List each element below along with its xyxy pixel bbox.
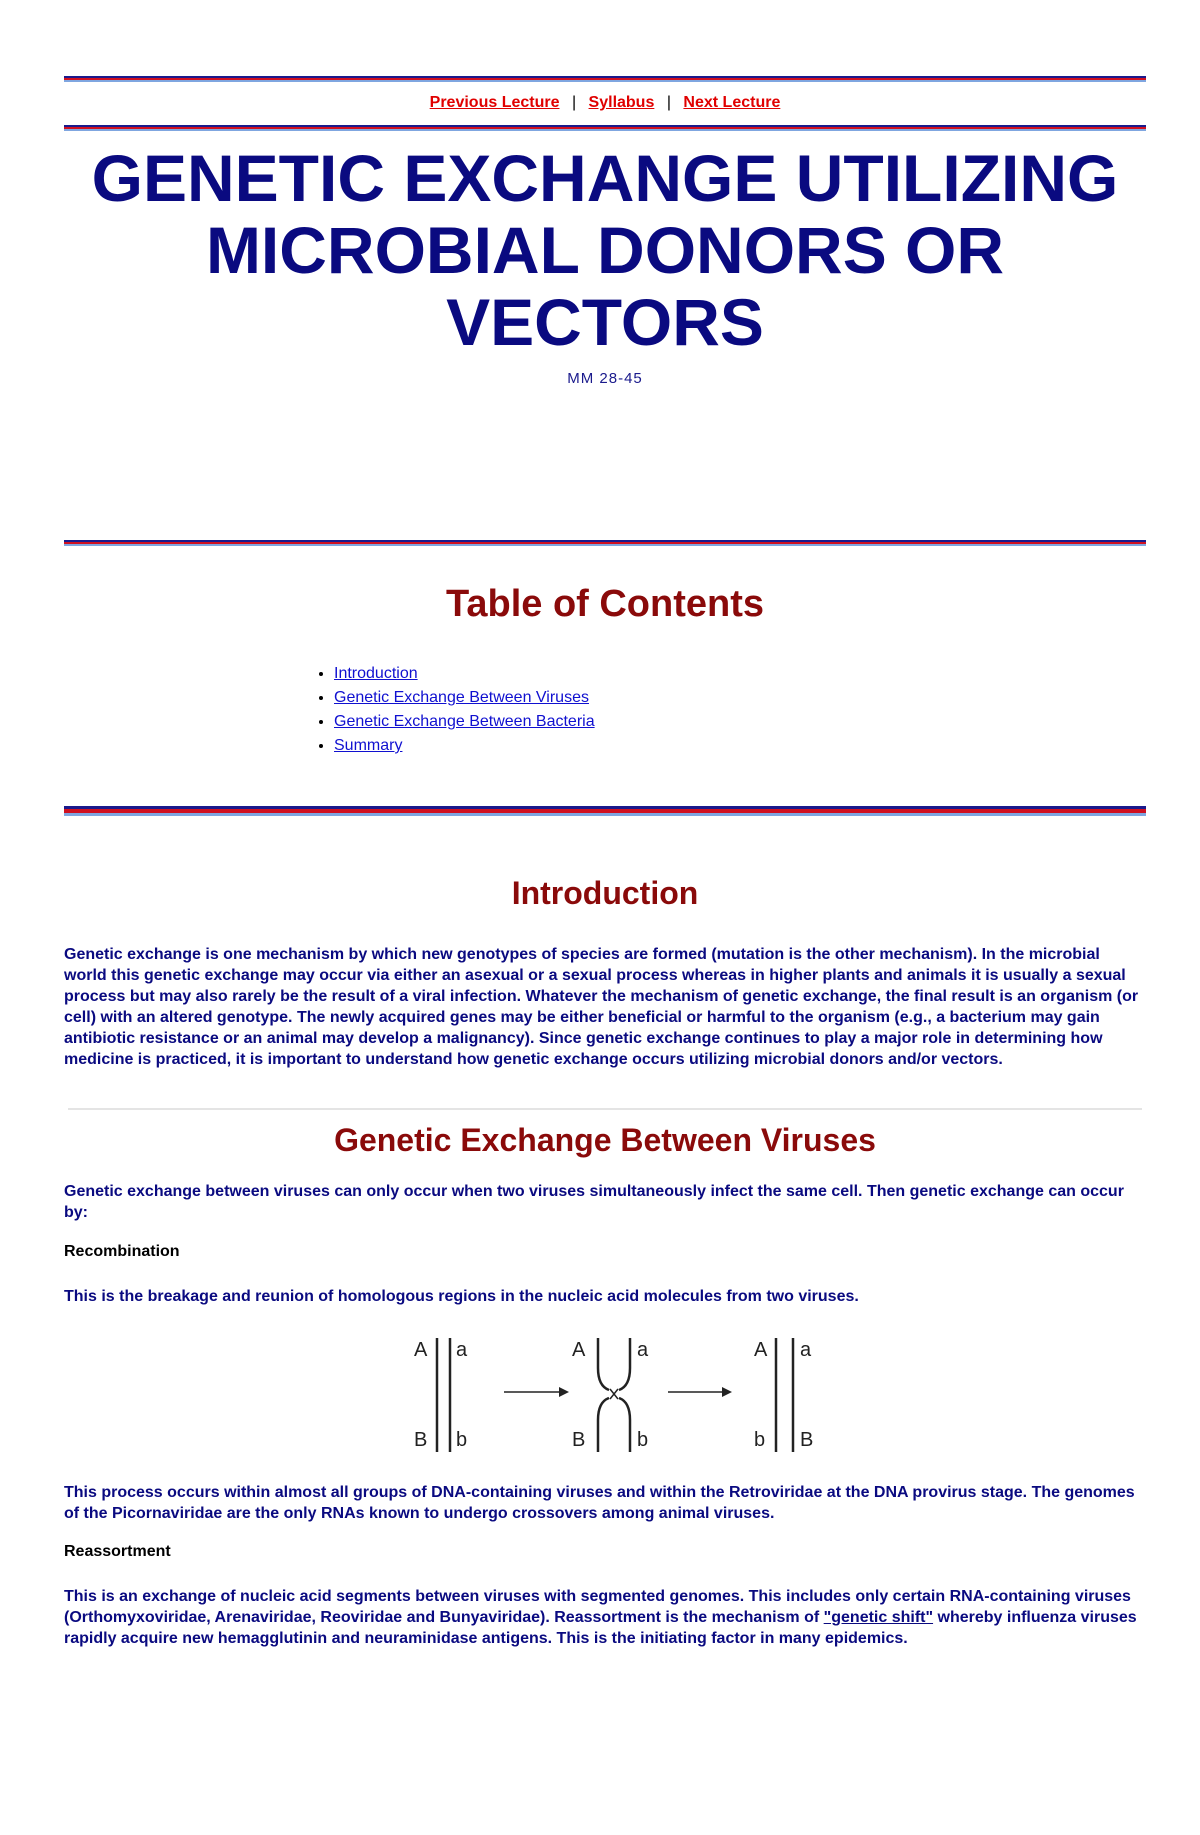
introduction-heading: Introduction — [511, 875, 699, 911]
title-line-1: GENETIC EXCHANGE UTILIZING — [91, 141, 1119, 215]
reassortment-text-b: whereby influenza viruses rapidly acquire new hemagglutinin and neuraminidase antigens. This is the initiating factor in many epidemics. — [64, 1609, 1137, 1647]
arrow-head-icon — [559, 1387, 569, 1397]
toc-item — [334, 686, 595, 710]
recombination-title: Recombination — [64, 1243, 180, 1260]
diagram-label: B — [800, 1429, 814, 1451]
introduction-text: Genetic exchange is one mechanism by which new genotypes of species are formed (mutation is the other mechanism). In the microbial world this genetic exchange may occur via either an asexual or a sexual process whereas in higher plants and animals it is usually a sexual process but may also rarely be the result of a viral infection. Whatever the mechanism of genetic exchange, the final result is an organism (or cell) with an altered genotype. The newly acquired genes may be either beneficial or harmful to the organism (e.g., a bacterium may gain antibiotic resistance or an animal may develop a malignancy). Since genetic exchange continues to play a major role in determining how medicine is practiced, it is important to understand how genetic exchange occurs utilizing microbial donors and/or vectors. — [64, 946, 1139, 1068]
top-rule — [64, 76, 1146, 82]
process-text: This process occurs within almost all groups of DNA-containing viruses and within the Retroviridae at the DNA provirus stage. The genomes of the Picornaviridae are the only RNAs known to undergo crossovers among animal viruses. — [64, 1484, 1135, 1522]
reassortment-title: Reassortment — [64, 1543, 171, 1560]
viruses-intro-text: Genetic exchange between viruses can only occur when two viruses simultaneously infect the same cell. Then genetic exchange can occur by: — [64, 1183, 1124, 1221]
toc-link-bacteria[interactable]: Genetic Exchange Between Bacteria — [334, 713, 595, 730]
strand-line — [619, 1338, 630, 1390]
lecture-code: MM 28-45 — [567, 370, 643, 387]
title-line-2: MICROBIAL DONORS OR — [205, 213, 1005, 287]
reassortment-text-a: This is an exchange of nucleic acid segments between viruses with segmented genomes. This includes only certain RNA-containing viruses (Orthomyxoviridae, Arenaviridae, Reoviridae and Bunyaviridae). Reassortment is the mechanism of — [64, 1588, 1131, 1626]
diagram-label: B — [572, 1429, 586, 1451]
previous-lecture-link[interactable]: Previous Lecture — [429, 94, 560, 111]
diagram-label: b — [637, 1429, 649, 1451]
next-lecture-link[interactable]: Next Lecture — [683, 94, 781, 111]
nav-rule — [64, 125, 1146, 131]
diagram-label: B — [414, 1429, 428, 1451]
section-rule-thick — [64, 806, 1146, 816]
toc-link-introduction[interactable]: Introduction — [334, 665, 418, 682]
toc-item — [334, 710, 595, 734]
arrow-head-icon — [722, 1387, 732, 1397]
reassortment-text — [64, 1586, 1146, 1649]
nav-separator: | — [571, 94, 577, 111]
diagram-label: A — [572, 1339, 586, 1361]
genetic-shift-link[interactable]: "genetic shift" — [823, 1609, 934, 1626]
toc-link-viruses[interactable]: Genetic Exchange Between Viruses — [334, 689, 589, 706]
viruses-heading: Genetic Exchange Between Viruses — [334, 1122, 876, 1158]
strand-line — [619, 1398, 630, 1452]
syllabus-link[interactable]: Syllabus — [588, 94, 655, 111]
diagram-label: a — [456, 1339, 468, 1361]
nav-separator: | — [666, 94, 671, 111]
diagram-label: a — [637, 1339, 649, 1361]
divider — [68, 1108, 1142, 1110]
toc-item — [334, 662, 595, 686]
section-rule — [64, 540, 1146, 546]
recombination-diagram — [404, 1328, 864, 1458]
table-of-contents — [314, 662, 595, 758]
diagram-label: a — [800, 1339, 812, 1361]
diagram-label: b — [754, 1429, 766, 1451]
page-title — [64, 142, 1146, 358]
toc-link-summary[interactable]: Summary — [334, 737, 403, 754]
strand-line — [598, 1338, 609, 1390]
toc-item — [334, 734, 595, 758]
lecture-nav — [64, 94, 1146, 112]
diagram-label: A — [414, 1339, 428, 1361]
toc-heading: Table of Contents — [445, 583, 765, 625]
title-line-3: VECTORS — [446, 285, 764, 359]
strand-line — [598, 1398, 609, 1452]
diagram-label: b — [456, 1429, 468, 1451]
diagram-label: A — [754, 1339, 768, 1361]
recombination-text: This is the breakage and reunion of homologous regions in the nucleic acid molecules from two viruses. — [64, 1288, 859, 1305]
